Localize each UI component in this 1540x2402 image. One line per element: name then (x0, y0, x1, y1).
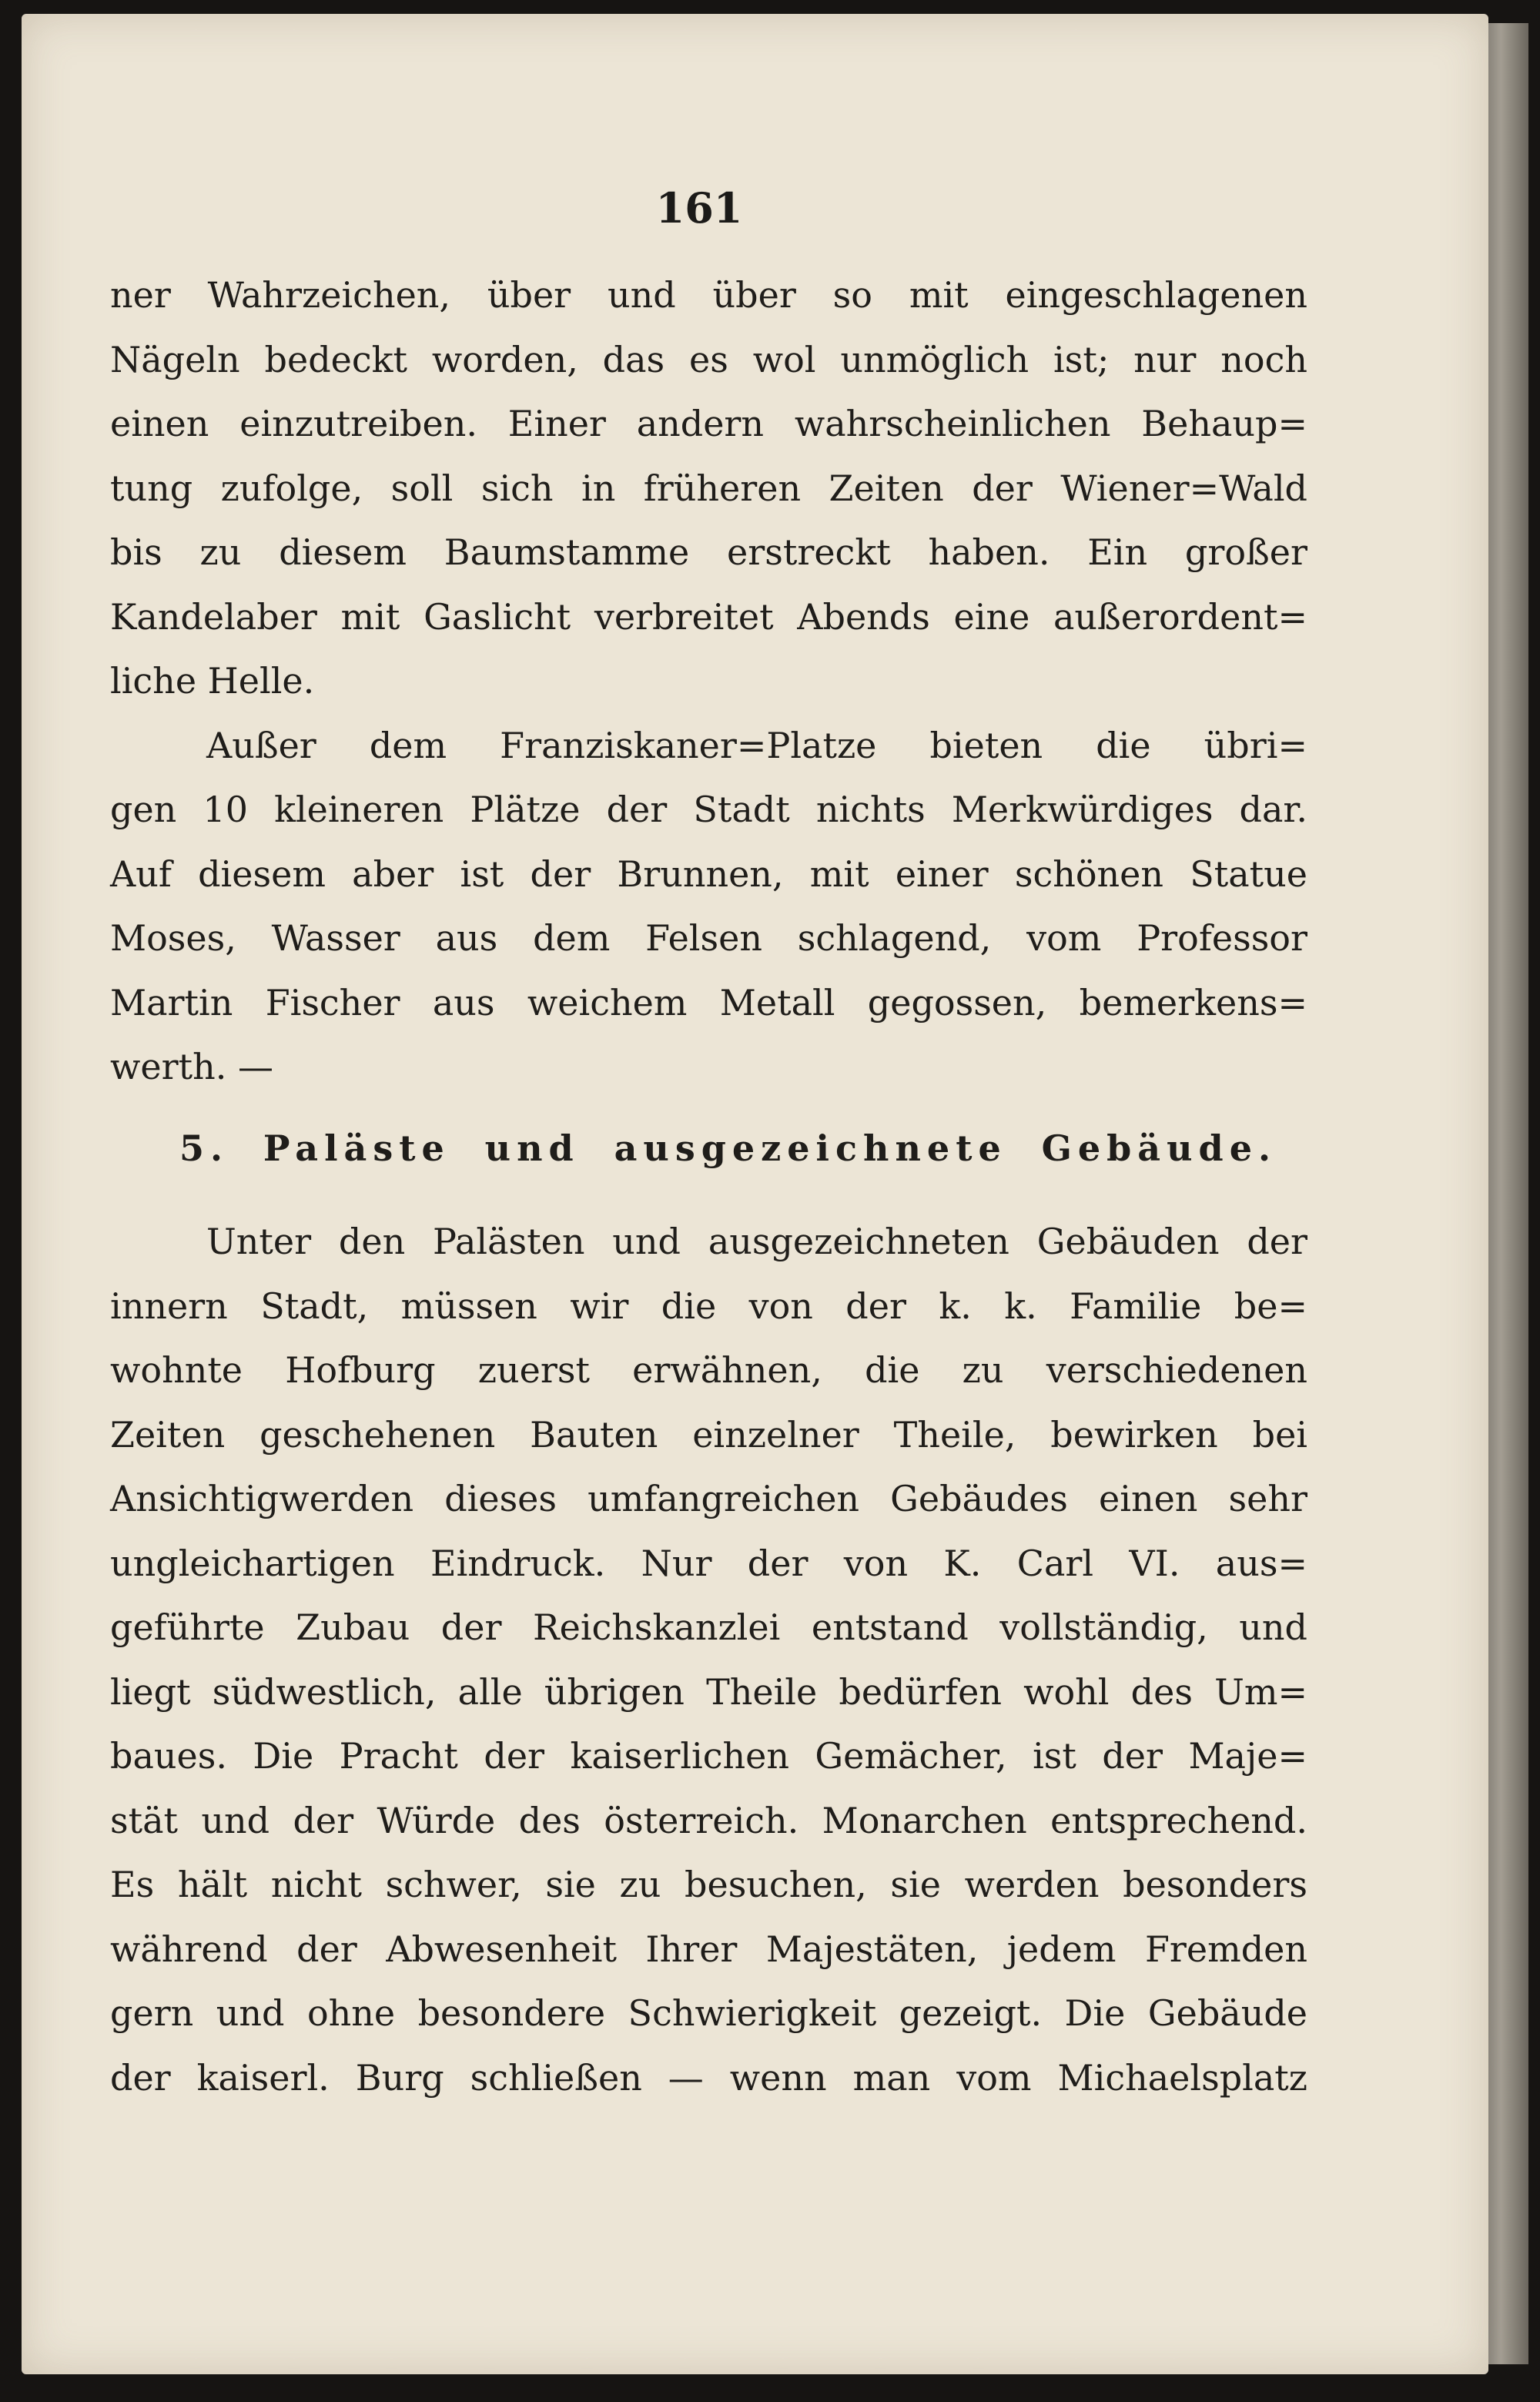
text-line: bis zu diesem Baumstamme erstreckt haben. Ein großer (110, 531, 1307, 573)
text-line: Außer dem Franziskaner=Platze bieten die übri= (206, 724, 1307, 766)
text-line: Martin Fischer aus weichem Metall gegossen, bemerkens= (110, 981, 1307, 1023)
text-line: gen 10 kleineren Plätze der Stadt nichts Merkwürdiges dar. (110, 789, 1307, 830)
text-line: während der Abwesenheit Ihrer Majestäten, jedem Fremden (110, 1928, 1307, 1970)
text-line: ner Wahrzeichen, über und über so mit eingeschlagenen (110, 274, 1307, 316)
text-line: der kaiserl. Burg schließen — wenn man vom Michaelsplatz (110, 2056, 1307, 2099)
text-line: geführte Zubau der Reichskanzlei entstand vollständig, und (110, 1606, 1307, 1648)
text-line: liche Helle. (110, 660, 315, 702)
text-line: Ansichtigwerden dieses umfangreichen Gebäudes einen sehr (110, 1478, 1307, 1519)
section-heading: 5. Paläste und ausgezeichnete Gebäude. (179, 1127, 1277, 1169)
text-line: liegt südwestlich, alle übrigen Theile bedürfen wohl des Um= (110, 1670, 1307, 1713)
text-line: Moses, Wasser aus dem Felsen schlagend, vom Professor (110, 917, 1307, 959)
text-line: stät und der Würde des österreich. Monarchen entsprechend. (110, 1799, 1307, 1841)
page-edges (1482, 23, 1528, 2364)
text-line: Es hält nicht schwer, sie zu besuchen, sie werden besonders (110, 1864, 1307, 1905)
text-line: Nägeln bedeckt worden, das es wol unmöglich ist; nur noch (110, 338, 1307, 380)
text-line: Unter den Palästen und ausgezeichneten Gebäuden der (206, 1221, 1307, 1262)
text-line: Zeiten geschehenen Bauten einzelner Theile, bewirken bei (110, 1413, 1307, 1456)
text-line: Auf diesem aber ist der Brunnen, mit einer schönen Statue (110, 853, 1307, 895)
text-line: einen einzutreiben. Einer andern wahrscheinlichen Behaup= (110, 403, 1307, 444)
text-line: innern Stadt, müssen wir die von der k. k. Familie be= (110, 1285, 1307, 1327)
text-line: wohnte Hofburg zuerst erwähnen, die zu verschiedenen (110, 1349, 1307, 1391)
text-line: ungleichartigen Eindruck. Nur der von K. Carl VI. aus= (110, 1542, 1307, 1584)
text-line: gern und ohne besondere Schwierigkeit gezeigt. Die Gebäude (110, 1992, 1307, 2034)
text-line: Kandelaber mit Gaslicht verbreitet Abends eine außerordent= (110, 595, 1307, 638)
book-page (22, 14, 1488, 2374)
page-number: 161 (655, 183, 743, 233)
text-line: tung zufolge, soll sich in früheren Zeiten der Wiener=Wald (110, 467, 1307, 509)
text-line: baues. Die Pracht der kaiserlichen Gemächer, ist der Maje= (110, 1735, 1307, 1777)
text-line: werth. — (110, 1046, 273, 1087)
